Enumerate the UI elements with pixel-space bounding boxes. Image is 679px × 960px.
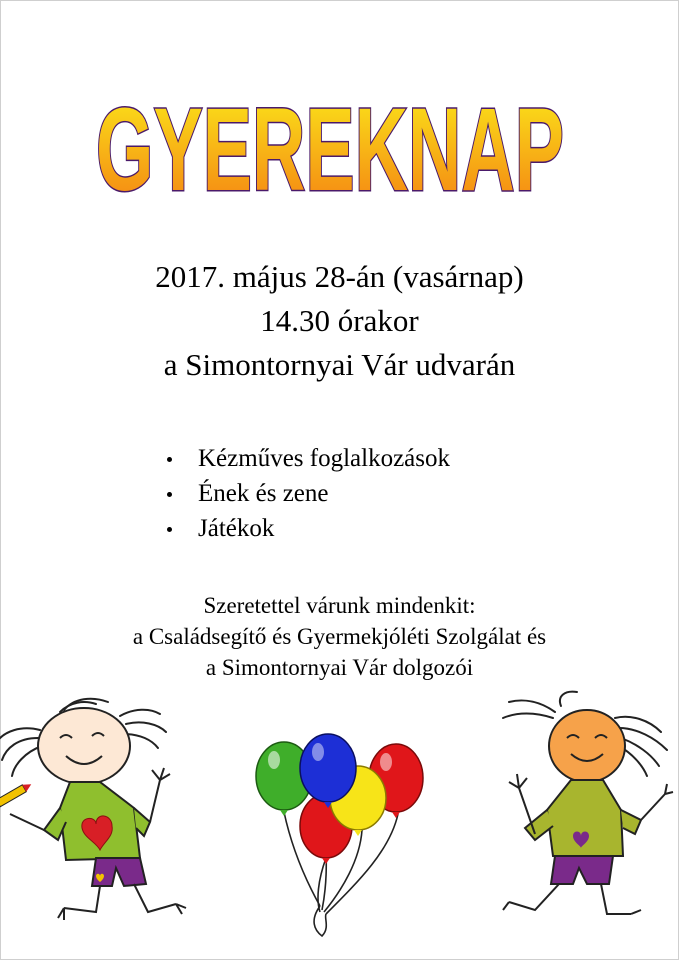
left-child-drawing-icon xyxy=(0,690,190,930)
program-list xyxy=(160,441,450,546)
list-item-label: Kézműves foglalkozások xyxy=(198,445,451,472)
bullet-dot-icon xyxy=(167,492,172,497)
list-item-label: Ének és zene xyxy=(198,480,329,507)
list-item xyxy=(160,441,450,476)
event-date: 2017. május 28-án (vasárnap) xyxy=(155,259,524,294)
poster-title-text: GYEREKNAP xyxy=(96,84,564,202)
bullet-dot-icon xyxy=(167,457,172,462)
list-item xyxy=(160,476,450,511)
balloon-bunch-icon xyxy=(250,730,435,940)
event-place: a Simontornyai Vár udvarán xyxy=(163,347,516,382)
invitation-line-2: a Családsegítő és Gyermekjóléti Szolgálat és xyxy=(132,624,547,649)
right-child-drawing-icon xyxy=(495,688,679,920)
list-item-label: Játékok xyxy=(198,515,275,542)
bullet-dot-icon xyxy=(167,527,172,532)
invitation-line-1: Szeretettel várunk mindenkit: xyxy=(203,593,476,618)
list-item xyxy=(160,511,450,546)
event-time: 14.30 órakor xyxy=(260,303,419,338)
invitation-line-3: a Simontornyai Vár dolgozói xyxy=(205,655,474,680)
poster-title xyxy=(80,52,580,202)
